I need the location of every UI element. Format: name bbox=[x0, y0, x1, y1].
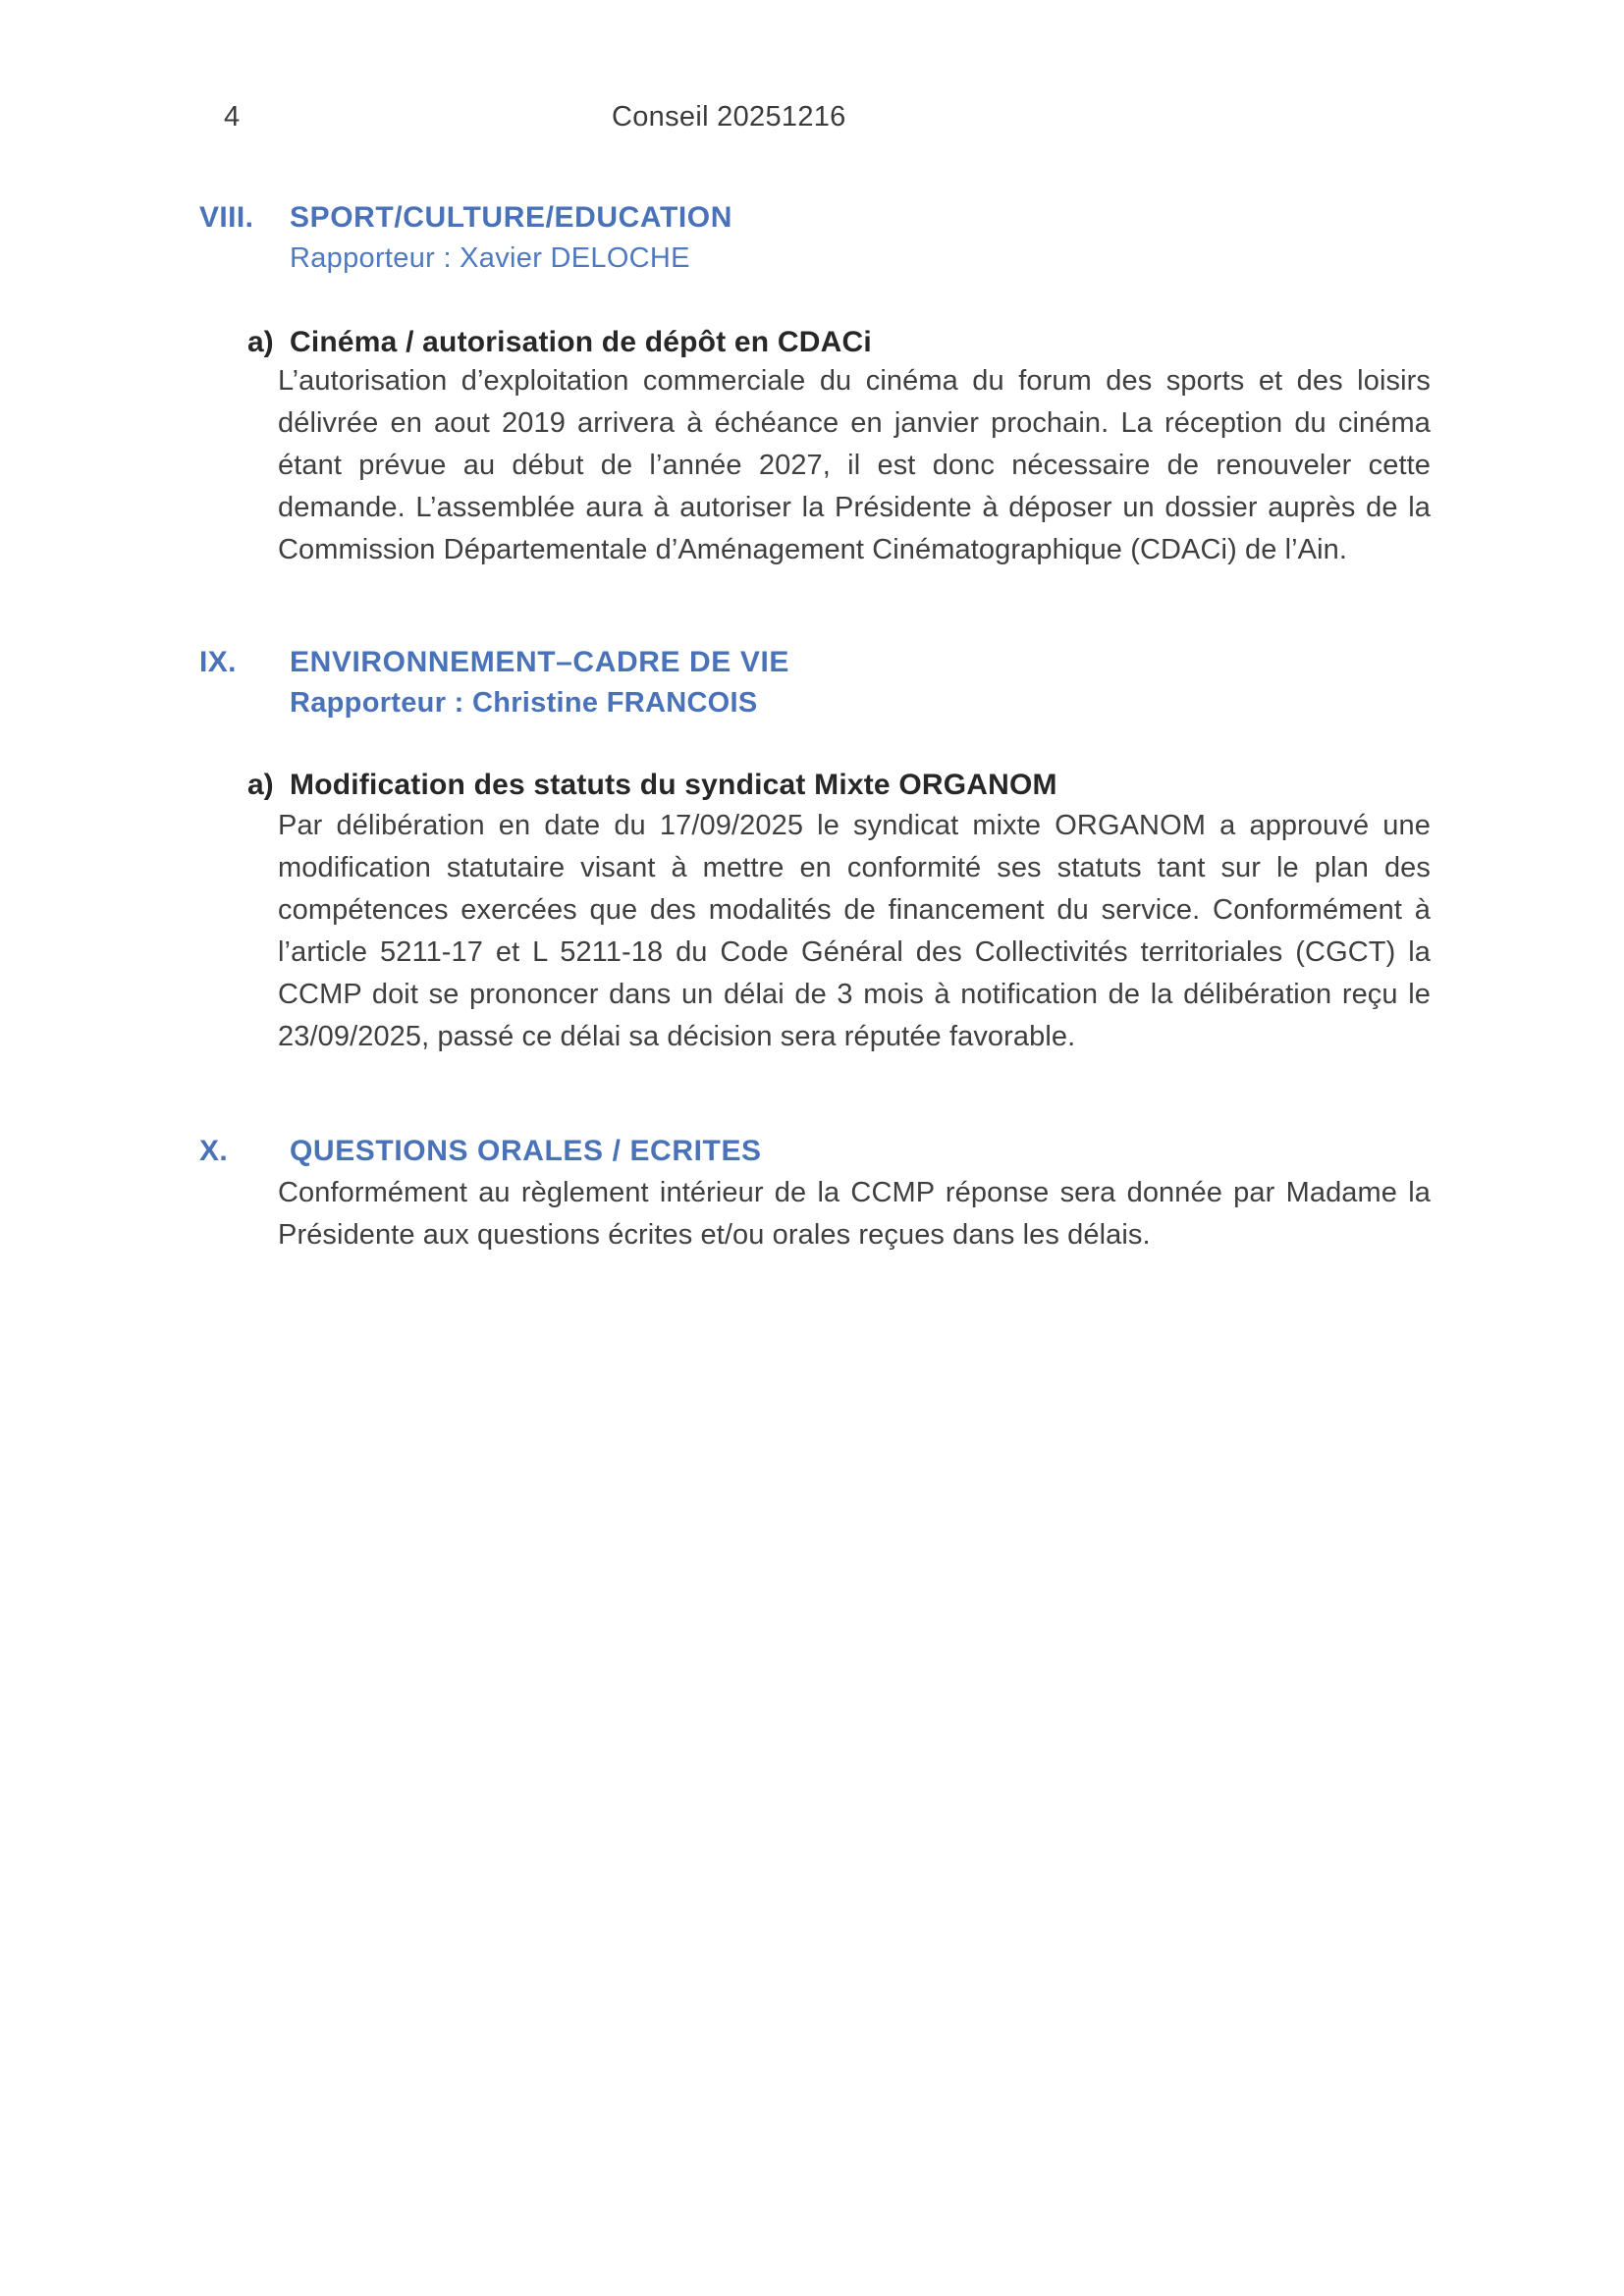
section-viii-item-a-heading: Cinéma / autorisation de dépôt en CDACi bbox=[290, 326, 872, 358]
section-viii-title: SPORT/CULTURE/EDUCATION bbox=[290, 201, 733, 234]
section-viii-numeral: VIII. bbox=[199, 201, 254, 234]
section-ix-title: ENVIRONNEMENT–CADRE DE VIE bbox=[290, 646, 790, 678]
page-number: 4 bbox=[224, 101, 241, 133]
section-x-title: QUESTIONS ORALES / ECRITES bbox=[290, 1135, 762, 1167]
section-x-numeral: X. bbox=[199, 1135, 229, 1167]
section-ix-numeral: IX. bbox=[199, 646, 237, 678]
section-ix-item-a-heading: Modification des statuts du syndicat Mixte ORGANOM bbox=[290, 769, 1057, 801]
document-header-title: Conseil 20251216 bbox=[612, 101, 846, 133]
section-ix-item-a-body: Par délibération en date du 17/09/2025 le syndicat mixte ORGANOM a approuvé une modification statutaire visant à mettre en conformité ses statuts tant sur le plan des compétences exercées que des modalités de financement du service. Conformément à l’article 5211-17 et L 5211-18 du Code Général des Collectivités territoriales (CGCT) la CCMP doit se prononcer dans un délai de 3 mois à notification de la délibération reçu le 23/09/2025, passé ce délai sa décision sera réputée favorable. bbox=[278, 810, 1431, 1052]
section-viii-rapporteur: Rapporteur : Xavier DELOCHE bbox=[290, 242, 690, 274]
section-viii-item-a-marker: a) bbox=[247, 326, 274, 358]
section-x-body: Conformément au règlement intérieur de la CCMP réponse sera donnée par Madame la Présidente aux questions écrites et/ou orales reçues dans les délais. bbox=[278, 1177, 1431, 1251]
section-ix-rapporteur: Rapporteur : Christine FRANCOIS bbox=[290, 687, 758, 719]
section-viii-item-a-body: L’autorisation d’exploitation commerciale du cinéma du forum des sports et des loisirs délivrée en aout 2019 arrivera à échéance en janvier prochain. La réception du cinéma étant prévue au début de l’année 2027, il est donc nécessaire de renouveler cette demande. L’assemblée aura à autoriser la Présidente à déposer un dossier auprès de la Commission Départementale d’Aménagement Cinématographique (CDACi) de l’Ain. bbox=[278, 365, 1431, 565]
section-ix-item-a-marker: a) bbox=[247, 769, 274, 801]
